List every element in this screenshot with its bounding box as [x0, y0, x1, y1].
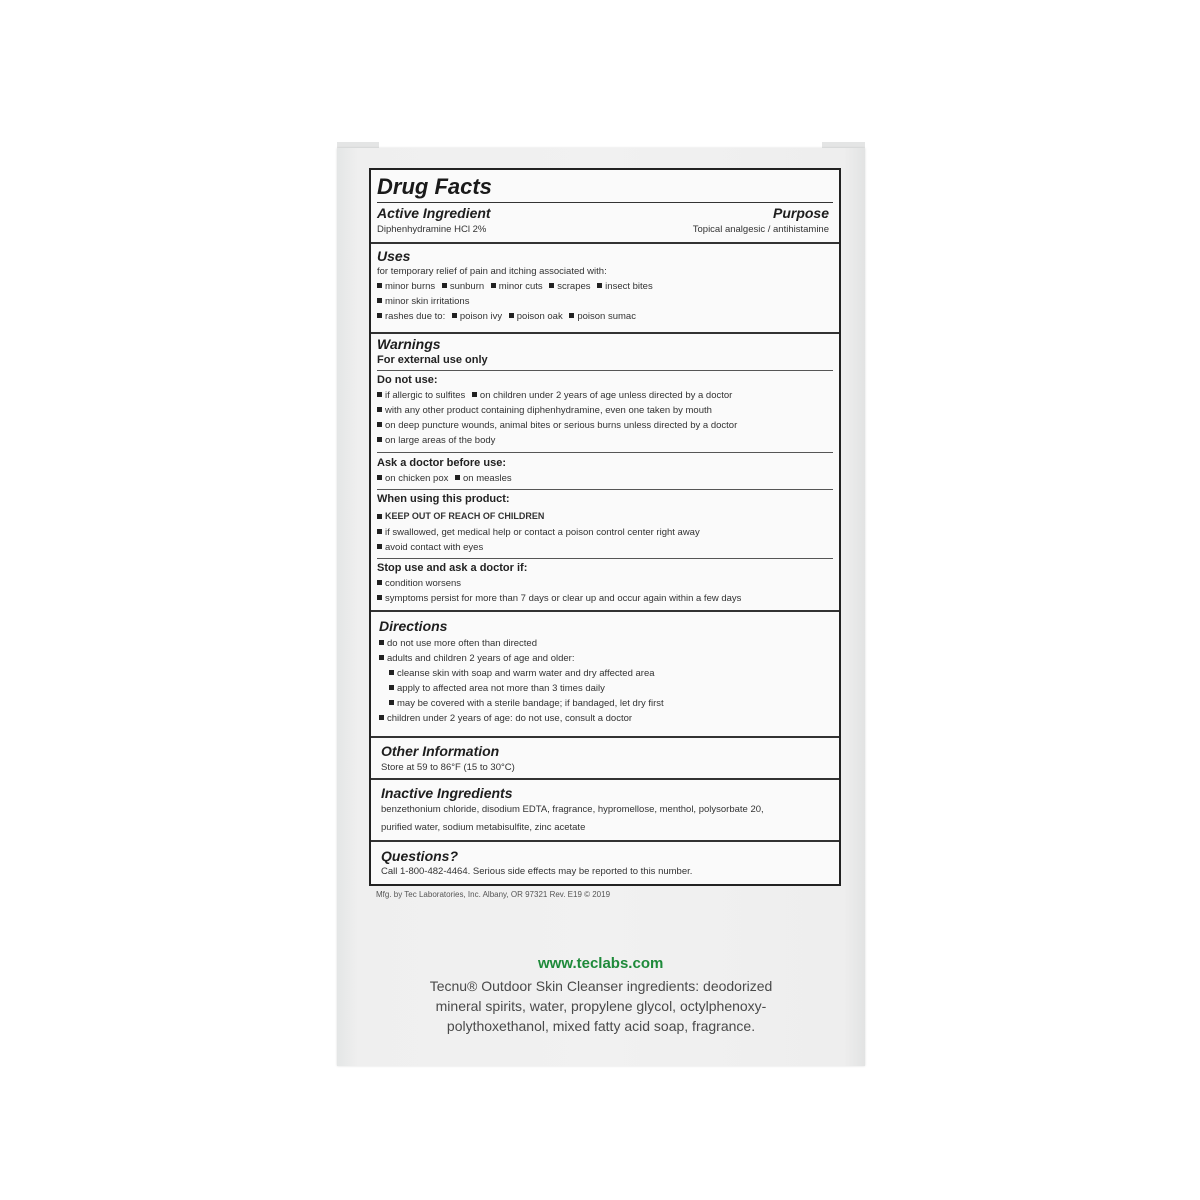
inactive-heading: Inactive Ingredients — [381, 785, 513, 801]
uses-line-2: minor skin irritations — [377, 296, 469, 307]
inactive-ingredients-section — [371, 778, 839, 840]
do-not-use-line-1: if allergic to sulfites on children under 2 years of age unless directed by a doctor — [377, 390, 732, 401]
cleanser-ingredients: Tecnu® Outdoor Skin Cleanser ingredients: deodorized mineral spirits, water, propylene glycol, octylphenoxy-polythoxethanol, mixed fatty acid soap, fragrance. — [429, 978, 773, 1034]
directions-item: may be covered with a sterile bandage; if bandaged, let dry first — [389, 698, 664, 709]
divider — [377, 202, 833, 203]
uses-heading: Uses — [377, 248, 411, 264]
when-using-line-2: avoid contact with eyes — [377, 542, 483, 553]
active-ingredient-value: Diphenhydramine HCl 2% — [377, 224, 487, 235]
questions-section — [371, 840, 839, 884]
purpose-value: Topical analgesic / antihistamine — [692, 224, 829, 235]
other-info-text: Store at 59 to 86°F (15 to 30°C) — [381, 762, 515, 773]
do-not-use-line-4: on large areas of the body — [377, 435, 495, 446]
drug-facts-title: Drug Facts — [377, 174, 492, 199]
directions-item: do not use more often than directed — [379, 638, 537, 649]
divider — [377, 489, 833, 490]
do-not-use-line-3: on deep puncture wounds, animal bites or serious burns unless directed by a doctor — [377, 420, 737, 431]
directions-item: children under 2 years of age: do not use, consult a doctor — [379, 713, 632, 724]
active-ingredient-heading: Active Ingredient — [377, 205, 491, 221]
divider — [377, 452, 833, 453]
warnings-heading: Warnings — [377, 336, 441, 352]
ask-doctor-heading: Ask a doctor before use: — [377, 457, 506, 469]
other-info-section — [371, 736, 839, 778]
ask-doctor-line: on chicken pox on measles — [377, 473, 512, 484]
divider — [377, 370, 833, 371]
questions-heading: Questions? — [381, 848, 459, 864]
stop-use-heading: Stop use and ask a doctor if: — [377, 562, 528, 574]
stop-use-line-2: symptoms persist for more than 7 days or clear up and occur again within a few days — [377, 593, 741, 604]
inactive-line-1: benzethonium chloride, disodium EDTA, fragrance, hypromellose, menthol, polysorbate 20, — [381, 804, 764, 815]
drug-facts-panel — [369, 168, 841, 886]
purpose-heading: Purpose — [772, 205, 829, 221]
uses-section — [371, 242, 839, 332]
uses-intro: for temporary relief of pain and itching associated with: — [377, 266, 607, 277]
stop-use-line-1: condition worsens — [377, 578, 461, 589]
other-info-heading: Other Information — [381, 743, 500, 759]
uses-line-1: minor burns sunburn minor cuts scrapes insect bites — [377, 281, 653, 292]
do-not-use-heading: Do not use: — [377, 374, 438, 386]
directions-item: apply to affected area not more than 3 times daily — [389, 683, 605, 694]
inactive-line-2: purified water, sodium metabisulfite, zinc acetate — [381, 822, 586, 833]
uses-line-3: rashes due to: poison ivy poison oak poison sumac — [377, 311, 636, 322]
website-link[interactable]: www.teclabs.com — [538, 955, 664, 972]
manufacturer-line: Mfg. by Tec Laboratories, Inc. Albany, OR 97321 Rev. E19 © 2019 — [376, 890, 611, 899]
directions-section — [371, 610, 839, 736]
external-use-text: For external use only — [377, 354, 488, 366]
when-using-line-1: if swallowed, get medical help or contact a poison control center right away — [377, 527, 700, 538]
directions-item: cleanse skin with soap and warm water and dry affected area — [389, 668, 655, 679]
keep-out-of-reach: KEEP OUT OF REACH OF CHILDREN — [377, 511, 544, 521]
questions-text: Call 1-800-482-4464. Serious side effects may be reported to this number. — [381, 866, 693, 877]
do-not-use-line-2: with any other product containing diphenhydramine, even one taken by mouth — [377, 405, 712, 416]
warnings-section — [371, 332, 839, 610]
directions-heading: Directions — [379, 618, 448, 634]
directions-item: adults and children 2 years of age and older: — [379, 653, 575, 664]
when-using-heading: When using this product: — [377, 493, 510, 505]
divider — [377, 558, 833, 559]
